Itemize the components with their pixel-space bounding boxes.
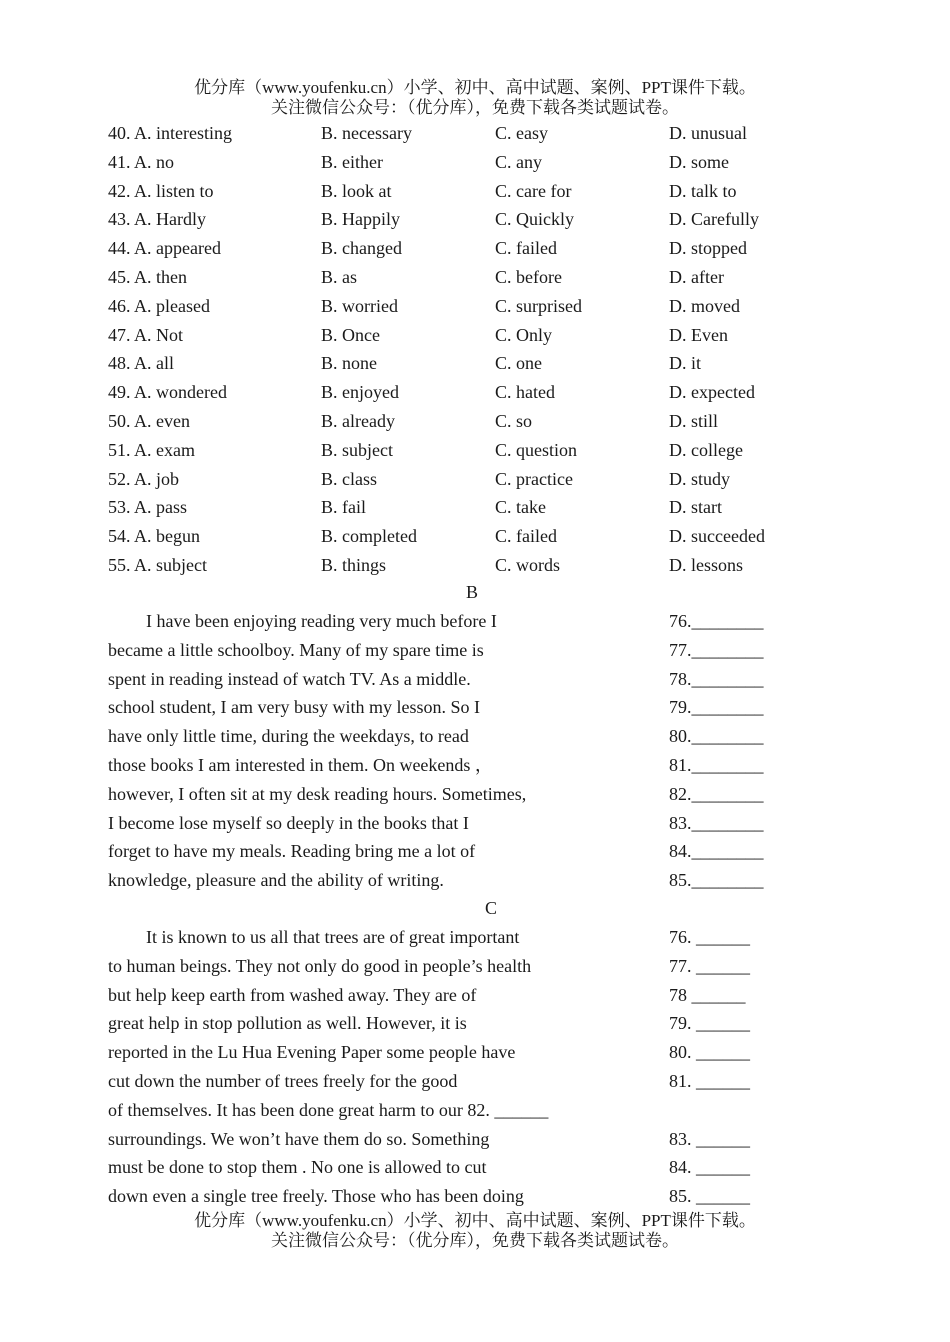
choice-option-d: D. moved bbox=[669, 295, 740, 316]
choice-row bbox=[108, 522, 808, 551]
choice-option-a: 41. A. no bbox=[108, 151, 175, 172]
choice-option-a: 44. A. appeared bbox=[108, 238, 221, 259]
page-footer-line-1: 优分库（www.youfenku.cn）小学、初中、高中试题、案例、PPT课件下载。 bbox=[194, 1211, 756, 1230]
passage-text: have only little time, during the weekdays, to read bbox=[108, 726, 469, 747]
choice-option-b: B. either bbox=[321, 151, 383, 172]
choice-row bbox=[108, 177, 808, 206]
choice-option-d: D. college bbox=[669, 439, 743, 460]
passage-text: to human beings. They not only do good in people’s health bbox=[108, 955, 532, 976]
answer-blank[interactable]: 79.________ bbox=[669, 697, 764, 718]
choice-option-d: D. succeeded bbox=[669, 526, 765, 547]
choice-option-c: C. practice bbox=[495, 468, 573, 489]
choice-option-c: C. Only bbox=[495, 324, 553, 345]
passage-line bbox=[108, 952, 808, 981]
passage-line bbox=[108, 1153, 808, 1182]
answer-blank[interactable]: 80. ______ bbox=[669, 1042, 750, 1063]
choice-option-b: B. Once bbox=[321, 324, 380, 345]
choice-option-a: 46. A. pleased bbox=[108, 295, 210, 316]
choice-option-a: 45. A. then bbox=[108, 266, 187, 287]
passage-text: spent in reading instead of watch TV. As a middle. bbox=[108, 668, 471, 689]
passage-line bbox=[108, 1096, 808, 1125]
passage-text: but help keep earth from washed away. They are of bbox=[108, 984, 477, 1005]
passage-text: however, I often sit at my desk reading hours. Sometimes, bbox=[108, 783, 527, 804]
passage-text: became a little schoolboy. Many of my spare time is bbox=[108, 639, 484, 660]
choice-row bbox=[108, 436, 808, 465]
passage-line bbox=[108, 809, 808, 838]
passage-line bbox=[108, 693, 808, 722]
passage-text: knowledge, pleasure and the ability of writing. bbox=[108, 870, 444, 891]
passage-line bbox=[108, 607, 808, 636]
choice-row bbox=[108, 205, 808, 234]
choice-row bbox=[108, 407, 808, 436]
passage-line bbox=[108, 981, 808, 1010]
choice-option-d: D. talk to bbox=[669, 180, 737, 201]
choice-option-a: 51. A. exam bbox=[108, 439, 195, 460]
answer-blank[interactable]: 81. ______ bbox=[669, 1070, 750, 1091]
choice-option-a: 42. A. listen to bbox=[108, 180, 214, 201]
passage-text: It is known to us all that trees are of great important bbox=[146, 927, 520, 947]
choice-option-c: C. any bbox=[495, 151, 542, 172]
choice-row bbox=[108, 551, 808, 580]
choice-option-d: D. unusual bbox=[669, 123, 747, 143]
page-header-line-1: 优分库（www.youfenku.cn）小学、初中、高中试题、案例、PPT课件下载。 bbox=[194, 78, 756, 97]
choice-option-b: B. changed bbox=[321, 238, 402, 259]
section-b-passage bbox=[108, 607, 808, 895]
passage-line bbox=[108, 1038, 808, 1067]
choice-option-d: D. after bbox=[669, 266, 724, 287]
choice-option-b: B. class bbox=[321, 468, 377, 489]
choice-option-d: D. Carefully bbox=[669, 209, 759, 230]
choice-option-a: 54. A. begun bbox=[108, 526, 200, 547]
answer-blank[interactable]: 85. ______ bbox=[669, 1186, 750, 1207]
choice-option-b: B. necessary bbox=[321, 123, 412, 143]
passage-text: school student, I am very busy with my lesson. So I bbox=[108, 697, 480, 718]
choice-row bbox=[108, 465, 808, 494]
passage-line bbox=[108, 1067, 808, 1096]
choice-row bbox=[108, 493, 808, 522]
choice-option-b: B. enjoyed bbox=[321, 382, 399, 403]
answer-blank[interactable]: 84.________ bbox=[669, 841, 764, 862]
choice-row bbox=[108, 321, 808, 350]
choice-option-d: D. stopped bbox=[669, 238, 747, 259]
choice-option-d: D. still bbox=[669, 410, 719, 431]
choice-option-c: C. surprised bbox=[495, 295, 582, 316]
answer-blank[interactable]: 77. ______ bbox=[669, 955, 750, 976]
page-footer-line-2: 关注微信公众号：（优分库），免费下载各类试题试卷。 bbox=[271, 1231, 679, 1250]
choice-option-b: B. completed bbox=[321, 526, 417, 547]
choice-option-c: C. so bbox=[495, 410, 533, 431]
passage-text: must be done to stop them . No one is allowed to cut bbox=[108, 1157, 487, 1178]
choice-row bbox=[108, 148, 808, 177]
choice-option-a: 43. A. Hardly bbox=[108, 209, 206, 230]
answer-blank[interactable]: 82.________ bbox=[669, 783, 764, 804]
choice-option-b: B. as bbox=[321, 266, 357, 287]
choice-option-c: C. Quickly bbox=[495, 209, 574, 230]
choice-option-c: C. easy bbox=[495, 123, 548, 143]
choice-option-c: C. question bbox=[495, 439, 578, 460]
passage-text: great help in stop pollution as well. However, it is bbox=[108, 1013, 467, 1034]
passage-text: reported in the Lu Hua Evening Paper some people have bbox=[108, 1042, 516, 1063]
passage-text: surroundings. We won’t have them do so. Something bbox=[108, 1128, 490, 1149]
section-c-label: C bbox=[485, 898, 498, 918]
choice-option-b: B. look at bbox=[321, 180, 392, 201]
choice-row bbox=[108, 349, 808, 378]
passage-text: down even a single tree freely. Those who has been doing bbox=[108, 1186, 524, 1207]
choice-option-c: C. failed bbox=[495, 526, 557, 547]
choice-option-a: 55. A. subject bbox=[108, 554, 207, 575]
choice-option-c: C. before bbox=[495, 266, 562, 287]
choice-row bbox=[108, 292, 808, 321]
answer-blank[interactable]: 84. ______ bbox=[669, 1157, 750, 1178]
choice-option-a: 52. A. job bbox=[108, 468, 180, 489]
choice-option-a: 48. A. all bbox=[108, 353, 174, 374]
passage-line bbox=[108, 1009, 808, 1038]
answer-blank[interactable]: 83.________ bbox=[669, 812, 764, 833]
choice-option-d: D. start bbox=[669, 497, 722, 518]
page-header-line-2: 关注微信公众号：（优分库），免费下载各类试题试卷。 bbox=[271, 98, 679, 117]
passage-text: of themselves. It has been done great harm to our 82. ______ bbox=[108, 1099, 549, 1120]
answer-blank[interactable]: 76. ______ bbox=[669, 927, 750, 947]
section-c-passage bbox=[108, 923, 808, 1211]
choice-option-a: 47. A. Not bbox=[108, 324, 184, 345]
choice-option-c: C. failed bbox=[495, 238, 557, 259]
passage-line bbox=[108, 751, 808, 780]
choice-row bbox=[108, 234, 808, 263]
choice-row bbox=[108, 119, 808, 148]
passage-text: I become lose myself so deeply in the books that I bbox=[108, 812, 469, 833]
choice-option-b: B. already bbox=[321, 410, 395, 431]
choice-option-b: B. none bbox=[321, 353, 377, 374]
choice-option-b: B. fail bbox=[321, 497, 366, 518]
answer-blank[interactable]: 78.________ bbox=[669, 668, 764, 689]
passage-text: cut down the number of trees freely for the good bbox=[108, 1070, 458, 1091]
choice-option-c: C. one bbox=[495, 353, 542, 374]
passage-line bbox=[108, 866, 808, 895]
choice-option-a: 40. A. interesting bbox=[108, 123, 232, 143]
choice-option-a: 50. A. even bbox=[108, 410, 190, 431]
multiple-choice-options bbox=[108, 119, 808, 580]
choice-option-c: C. words bbox=[495, 554, 561, 575]
choice-option-b: B. worried bbox=[321, 295, 398, 316]
passage-line bbox=[108, 780, 808, 809]
choice-option-d: D. Even bbox=[669, 324, 728, 345]
choice-option-d: D. expected bbox=[669, 382, 755, 403]
choice-option-c: C. hated bbox=[495, 382, 555, 403]
choice-option-c: C. take bbox=[495, 497, 546, 518]
answer-blank[interactable]: 77.________ bbox=[669, 639, 764, 660]
passage-text: those books I am interested in them. On weekends ， bbox=[108, 754, 493, 775]
choice-row bbox=[108, 378, 808, 407]
passage-line bbox=[108, 923, 808, 952]
answer-blank[interactable]: 80.________ bbox=[669, 726, 764, 747]
section-b-label: B bbox=[466, 582, 479, 602]
choice-option-d: D. study bbox=[669, 468, 731, 489]
passage-text: forget to have my meals. Reading bring me a lot of bbox=[108, 841, 476, 862]
passage-text: I have been enjoying reading very much before I bbox=[146, 611, 497, 631]
passage-line bbox=[108, 1182, 808, 1211]
answer-blank[interactable]: 78 ______ bbox=[669, 984, 746, 1005]
choice-option-d: D. lessons bbox=[669, 554, 744, 575]
choice-option-c: C. care for bbox=[495, 180, 572, 201]
choice-option-b: B. things bbox=[321, 554, 387, 575]
passage-line bbox=[108, 636, 808, 665]
passage-line bbox=[108, 837, 808, 866]
answer-blank[interactable]: 83. ______ bbox=[669, 1128, 750, 1149]
passage-line bbox=[108, 722, 808, 751]
passage-line bbox=[108, 665, 808, 694]
choice-option-d: D. it bbox=[669, 353, 702, 374]
choice-option-d: D. some bbox=[669, 151, 729, 172]
answer-blank[interactable]: 85.________ bbox=[669, 870, 764, 891]
choice-row bbox=[108, 263, 808, 292]
answer-blank[interactable]: 81.________ bbox=[669, 754, 764, 775]
choice-option-a: 49. A. wondered bbox=[108, 382, 227, 403]
choice-option-b: B. subject bbox=[321, 439, 393, 460]
answer-blank[interactable]: 79. ______ bbox=[669, 1013, 750, 1034]
choice-option-a: 53. A. pass bbox=[108, 497, 188, 518]
choice-option-b: B. Happily bbox=[321, 209, 400, 230]
answer-blank[interactable]: 76.________ bbox=[669, 611, 764, 631]
passage-line bbox=[108, 1125, 808, 1154]
